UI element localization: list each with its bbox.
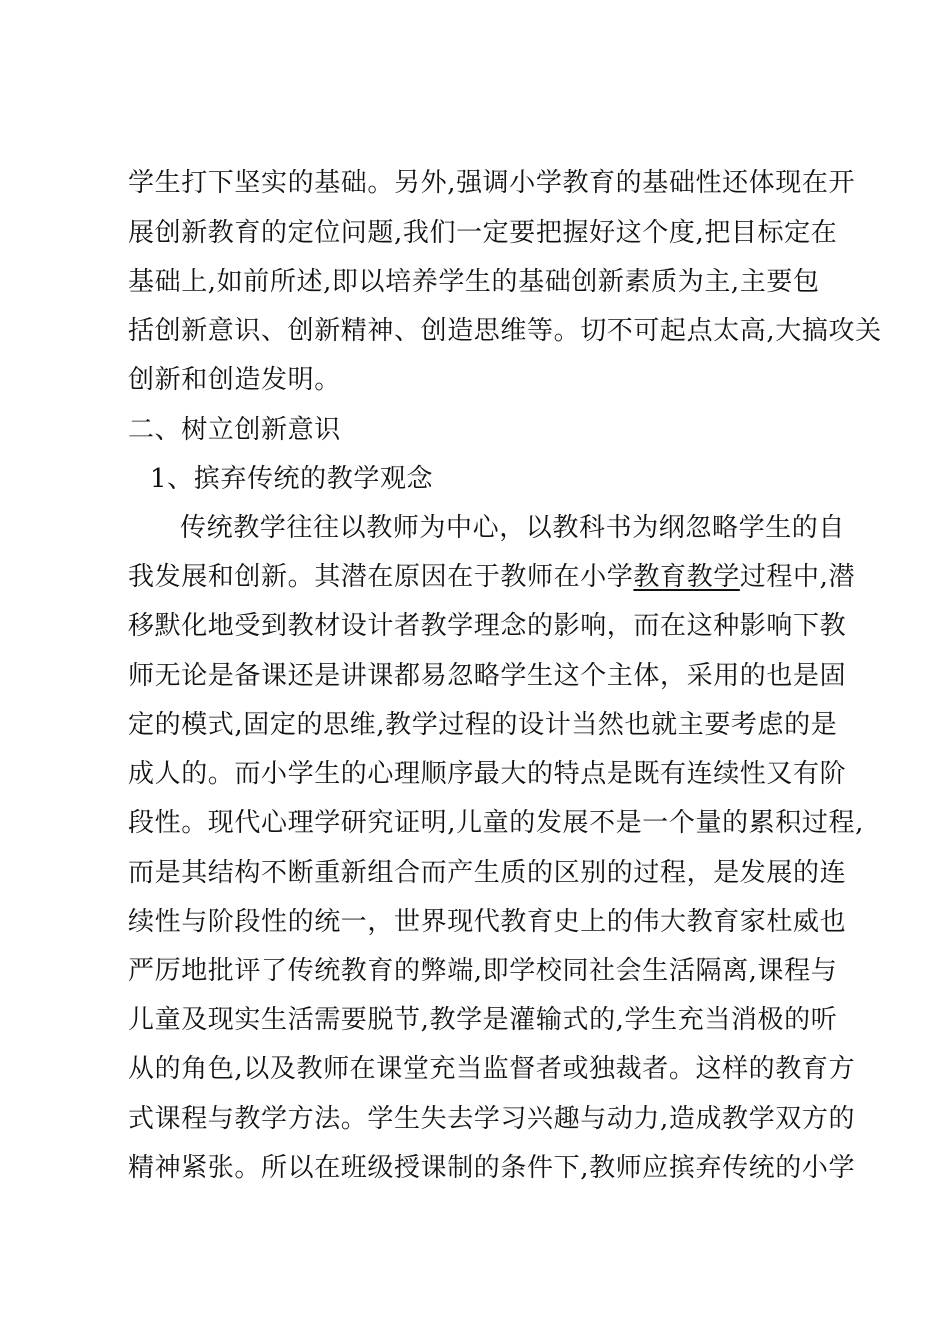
paragraph-line: 段性。现代心理学研究证明,儿童的发展不是一个量的累积过程,: [128, 808, 864, 838]
paragraph-line: 从的角色,以及教师在课堂充当监督者或独裁者。这样的教育方: [128, 1054, 856, 1084]
paragraph-line: [128, 560, 855, 594]
section-heading: 二、树立创新意识: [128, 415, 341, 445]
paragraph-line: 学生打下坚实的基础。另外,强调小学教育的基础性还体现在开: [128, 168, 856, 198]
paragraph-line: 儿童及现实生活需要脱节,教学是灌输式的,学生充当消极的听: [128, 1005, 838, 1035]
paragraph-line: 精神紧张。所以在班级授课制的条件下,教师应摈弃传统的小学: [128, 1153, 856, 1183]
paragraph-line: 定的模式,固定的思维,教学过程的设计当然也就主要考虑的是: [128, 710, 838, 740]
paragraph-line: 展创新教育的定位问题,我们一定要把握好这个度,把目标定在: [128, 218, 838, 248]
paragraph-text: 过程中,潜: [739, 562, 856, 592]
subsection-heading: 1、摈弃传统的教学观念: [150, 464, 434, 494]
paragraph-line: 续性与阶段性的统一，世界现代教育史上的伟大教育家杜威也: [128, 907, 847, 937]
paragraph-line: 式课程与教学方法。学生失去学习兴趣与动力,造成教学双方的: [128, 1104, 856, 1134]
paragraph-line: 传统教学往往以教师为中心，以教科书为纲忽略学生的自: [180, 513, 846, 543]
paragraph-line: 基础上,如前所述,即以培养学生的基础创新素质为主,主要包: [128, 267, 820, 297]
paragraph-text: 我发展和创新。其潜在原因在于教师在小学: [128, 562, 634, 592]
paragraph-line: 而是其结构不断重新组合而产生质的区别的过程，是发展的连: [128, 858, 847, 888]
education-teaching-link[interactable]: 教育教学: [633, 562, 740, 592]
paragraph-line: 创新和创造发明。: [128, 365, 341, 395]
paragraph-line: 括创新意识、创新精神、创造思维等。切不可起点太高,大搞攻关: [128, 316, 882, 346]
paragraph-line: 成人的。而小学生的心理顺序最大的特点是既有连续性又有阶: [128, 759, 847, 789]
paragraph-line: 严厉地批评了传统教育的弊端,即学校同社会生活隔离,课程与: [128, 956, 838, 986]
paragraph-line: 师无论是备课还是讲课都易忽略学生这个主体，采用的也是固: [128, 661, 847, 691]
paragraph-line: 移默化地受到教材设计者教学理念的影响，而在这种影响下教: [128, 611, 847, 641]
